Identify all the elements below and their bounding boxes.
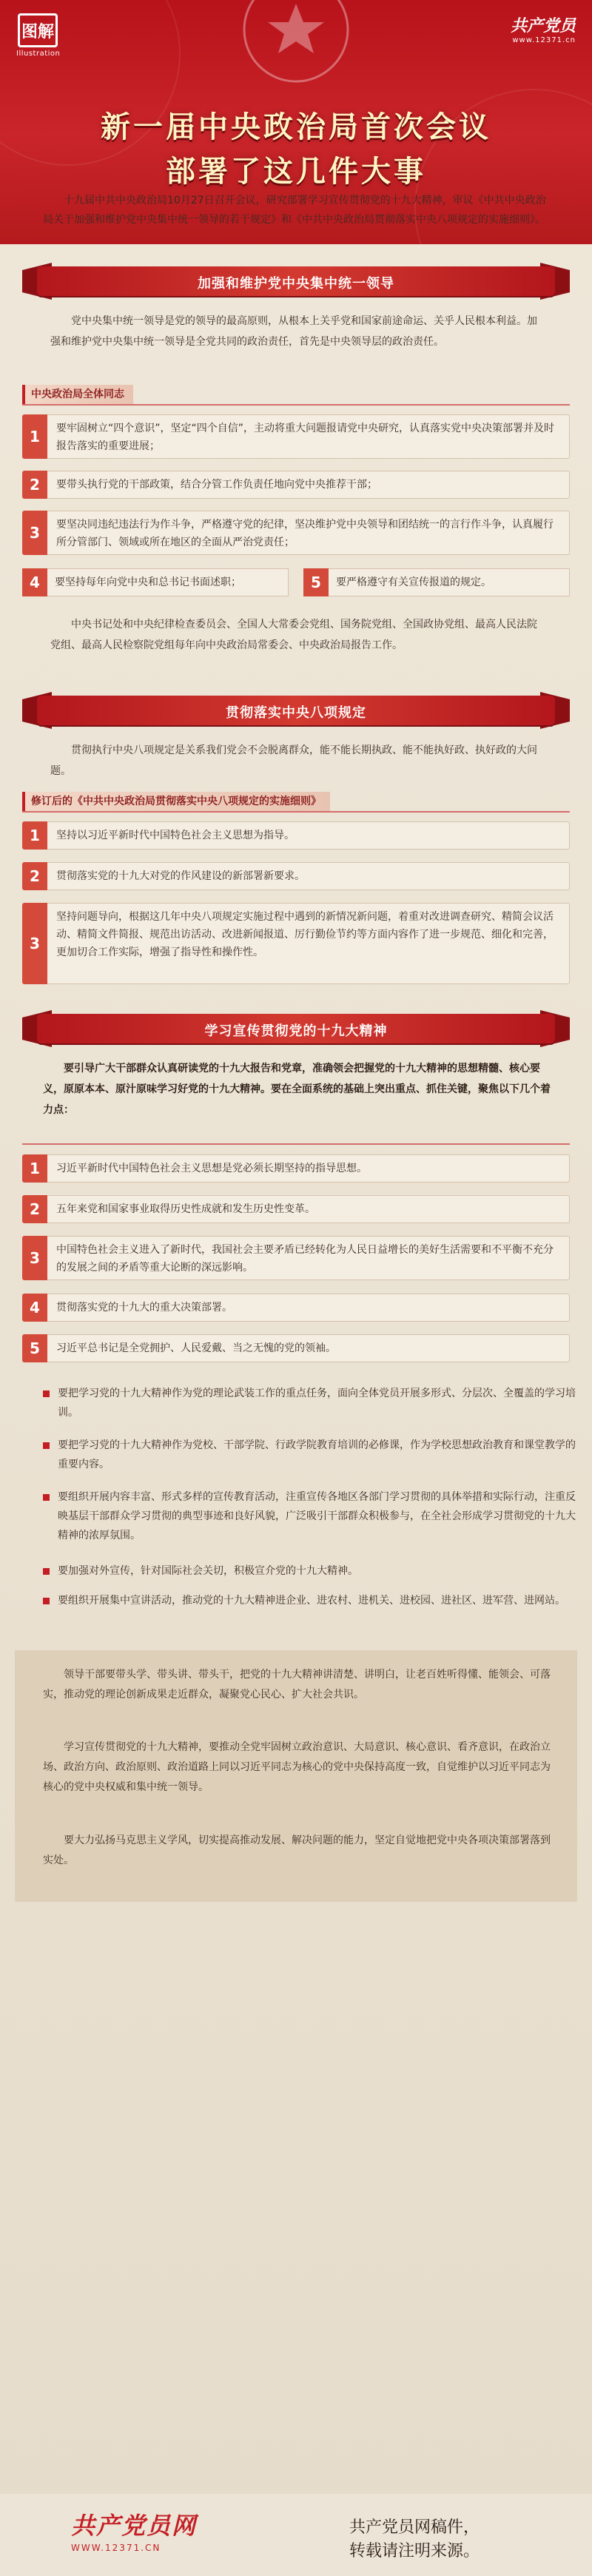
- footer-logo-url: WWW.12371.CN: [71, 2543, 161, 2553]
- item-text: 中国特色社会主义进入了新时代，我国社会主要矛盾已经转化为人民日益增长的美好生活需要和不平衡不充分的发展之间的矛盾等重大论断的深远影响。: [47, 1236, 570, 1280]
- list-item: [22, 903, 570, 984]
- credit-line: 转载请注明来源。: [349, 2542, 480, 2560]
- badge-en: Illustration: [16, 50, 61, 58]
- list-item: [22, 511, 570, 555]
- list-item: [22, 862, 570, 890]
- tag-divider: [22, 811, 570, 813]
- item-number: 5: [22, 1334, 47, 1362]
- item-text: 要坚决同违纪违法行为作斗争，严格遵守党的纪律，坚决维护党中央领导和团结统一的言行作斗争，认真履行所分管部门、领域或所在地区的全面从严治党责任；: [47, 511, 570, 555]
- item-text: 习近平总书记是全党拥护、人民爱戴、当之无愧的党的领袖。: [47, 1334, 570, 1362]
- summary-paragraph: 领导干部要带头学、带头讲、带头干，把党的十九大精神讲清楚、讲明白，让老百姓听得懂、能领会、可落实，推动党的理论创新成果走近群众，凝聚党心民心、扩大社会共识。: [43, 1669, 551, 1701]
- section-tag: 中央政治局全体同志: [22, 385, 133, 404]
- site-logo-cn: 共产党员: [510, 16, 576, 36]
- site-logo-footer[interactable]: [71, 2507, 197, 2553]
- list-item: [22, 1294, 570, 1322]
- tag-divider: [22, 404, 570, 406]
- item-number: 2: [22, 862, 47, 890]
- section-note: 中央书记处和中央纪律检查委员会、全国人大常委会党组、国务院党组、全国政协党组、最高人民法院党组、最高人民检察院党组每年向中央政治局常委会、中央政治局报告工作。: [50, 619, 537, 651]
- item-text: 贯彻落实党的十九大对党的作风建设的新部署新要求。: [47, 862, 570, 890]
- section-title: 贯彻落实中央八项规定: [226, 705, 366, 721]
- bullet-item: 要把学习党的十九大精神作为党的理论武装工作的重点任务，面向全体党员开展多形式、分层次、全覆盖的学习培训。: [43, 1384, 576, 1422]
- footer: [0, 2494, 592, 2576]
- item-number: 1: [22, 821, 47, 850]
- item-number: 1: [22, 414, 47, 459]
- item-text: 要牢固树立“四个意识”，坚定“四个自信”，主动将重大问题报请党中央研究，认真落实党中央决策部署并及时报告落实的重要进展；: [47, 414, 570, 459]
- section-title: 加强和维护党中央集中统一领导: [198, 276, 394, 292]
- bullet-item: 要把学习党的十九大精神作为党校、干部学院、行政学院教育培训的必修课，作为学校思想政治教育和课堂教学的重要内容。: [43, 1436, 576, 1474]
- item-number: 4: [22, 1294, 47, 1322]
- page-title-line1: 新一届中央政治局首次会议: [101, 110, 491, 144]
- item-text: 五年来党和国家事业取得历史性成就和发生历史性变革。: [47, 1195, 570, 1223]
- site-logo-top[interactable]: [511, 13, 576, 44]
- section-heading-2: [0, 692, 592, 729]
- section-lead: 要引导广大干部群众认真研读党的十九大报告和党章，准确领会把握党的十九大精神的思想精髓、核心要义，原原本本、原汁原味学习好党的十九大精神。要在全面系统的基础上突出重点、抓住关键，聚焦以下几个着力点：: [43, 1063, 551, 1116]
- tag-divider: [22, 1143, 570, 1145]
- list-item: [22, 1195, 570, 1223]
- bullet-item: 要组织开展内容丰富、形式多样的宣传教育活动，注重宣传各地区各部门学习贯彻的具体举措和实际行动，注重反映基层干部群众学习贯彻的典型事迹和良好风貌，广泛吸引干部群众积极参与，在全社会形成学习贯彻党的十九大精神的浓厚氛围。: [43, 1487, 576, 1545]
- section-paragraph: 贯彻执行中央八项规定是关系我们党会不会脱离群众，能不能长期执政、能不能执好政、执好政的大问题。: [50, 744, 537, 777]
- bullet-item: 要组织开展集中宣讲活动，推动党的十九大精神进企业、进农村、进机关、进校园、进社区、进军营、进网站。: [43, 1591, 576, 1610]
- bullet-item: 要加强对外宣传，针对国际社会关切，积极宣介党的十九大精神。: [43, 1561, 576, 1581]
- emblem-watermark-icon: [222, 0, 370, 89]
- list-item: [22, 568, 289, 596]
- credit-line: 共产党员网稿件，: [349, 2518, 480, 2537]
- section-paragraph: 党中央集中统一领导是党的领导的最高原则，从根本上关乎党和国家前途命运、关乎人民根本利益。加强和维护党中央集中统一领导是全党共同的政治责任，首先是中央领导层的政治责任。: [50, 315, 537, 348]
- item-text: 要带头执行党的干部政策，结合分管工作负责任地向党中央推荐干部；: [47, 471, 570, 499]
- list-item: [303, 568, 570, 596]
- section-tag: 修订后的《中共中央政治局贯彻落实中央八项规定的实施细则》: [22, 792, 330, 811]
- intro-paragraph: 十九届中共中央政治局10月27日召开会议，研究部署学习宣传贯彻党的十九大精神，审议《中共中央政治局关于加强和维护党中央集中统一领导的若干规定》和《中共中央政治局贯彻落实中央八项规定的实施细则》。: [43, 195, 546, 226]
- item-number: 4: [22, 568, 47, 596]
- item-number: 2: [22, 1195, 47, 1223]
- list-item: [22, 471, 570, 499]
- list-item: [22, 1236, 570, 1280]
- item-text: 要严格遵守有关宣传报道的规定。: [329, 568, 570, 596]
- section-heading-3: [0, 1010, 592, 1047]
- summary-paragraph: 学习宣传贯彻党的十九大精神，要推动全党牢固树立政治意识、大局意识、核心意识、看齐意识，在政治立场、政治方向、政治原则、政治道路上同以习近平同志为核心的党中央保持高度一致，自觉维护以习近平同志为核心的党中央权威和集中统一领导。: [43, 1741, 551, 1793]
- list-item: [22, 1334, 570, 1362]
- list-item: [22, 821, 570, 850]
- illustration-badge: [16, 13, 59, 58]
- item-text: 习近平新时代中国特色社会主义思想是党必须长期坚持的指导思想。: [47, 1154, 570, 1183]
- item-text: 坚持以习近平新时代中国特色社会主义思想为指导。: [47, 821, 570, 850]
- item-text: 贯彻落实党的十九大的重大决策部署。: [47, 1294, 570, 1322]
- site-logo-url: www.12371.cn: [512, 36, 576, 44]
- summary-panel: [15, 1650, 577, 1902]
- section-title: 学习宣传贯彻党的十九大精神: [204, 1023, 388, 1039]
- badge-char: 图解: [18, 13, 58, 47]
- item-number: 3: [22, 903, 47, 984]
- list-item: [22, 1154, 570, 1183]
- page-title-line2: 部署了这几件大事: [166, 155, 426, 189]
- item-number: 1: [22, 1154, 47, 1183]
- section-heading-1: [0, 263, 592, 300]
- item-text: 要坚持每年向党中央和总书记书面述职；: [47, 568, 289, 596]
- summary-paragraph: 要大力弘扬马克思主义学风，切实提高推动发展、解决问题的能力，坚定自觉地把党中央各项决策部署落到实处。: [43, 1835, 551, 1866]
- item-number: 3: [22, 511, 47, 555]
- item-number: 3: [22, 1236, 47, 1280]
- copyright-notice: [349, 2516, 480, 2563]
- footer-logo-cn: 共产党员网: [71, 2512, 198, 2540]
- item-number: 2: [22, 471, 47, 499]
- list-item: [22, 414, 570, 459]
- item-text: 坚持问题导向，根据这几年中央八项规定实施过程中遇到的新情况新问题，着重对改进调查研究、精简会议活动、精简文件简报、规范出访活动、改进新闻报道、厉行勤俭节约等方面内容作了进一步规范、细化和完善，更加切合工作实际，增强了指导性和操作性。: [47, 903, 570, 984]
- item-number: 5: [303, 568, 329, 596]
